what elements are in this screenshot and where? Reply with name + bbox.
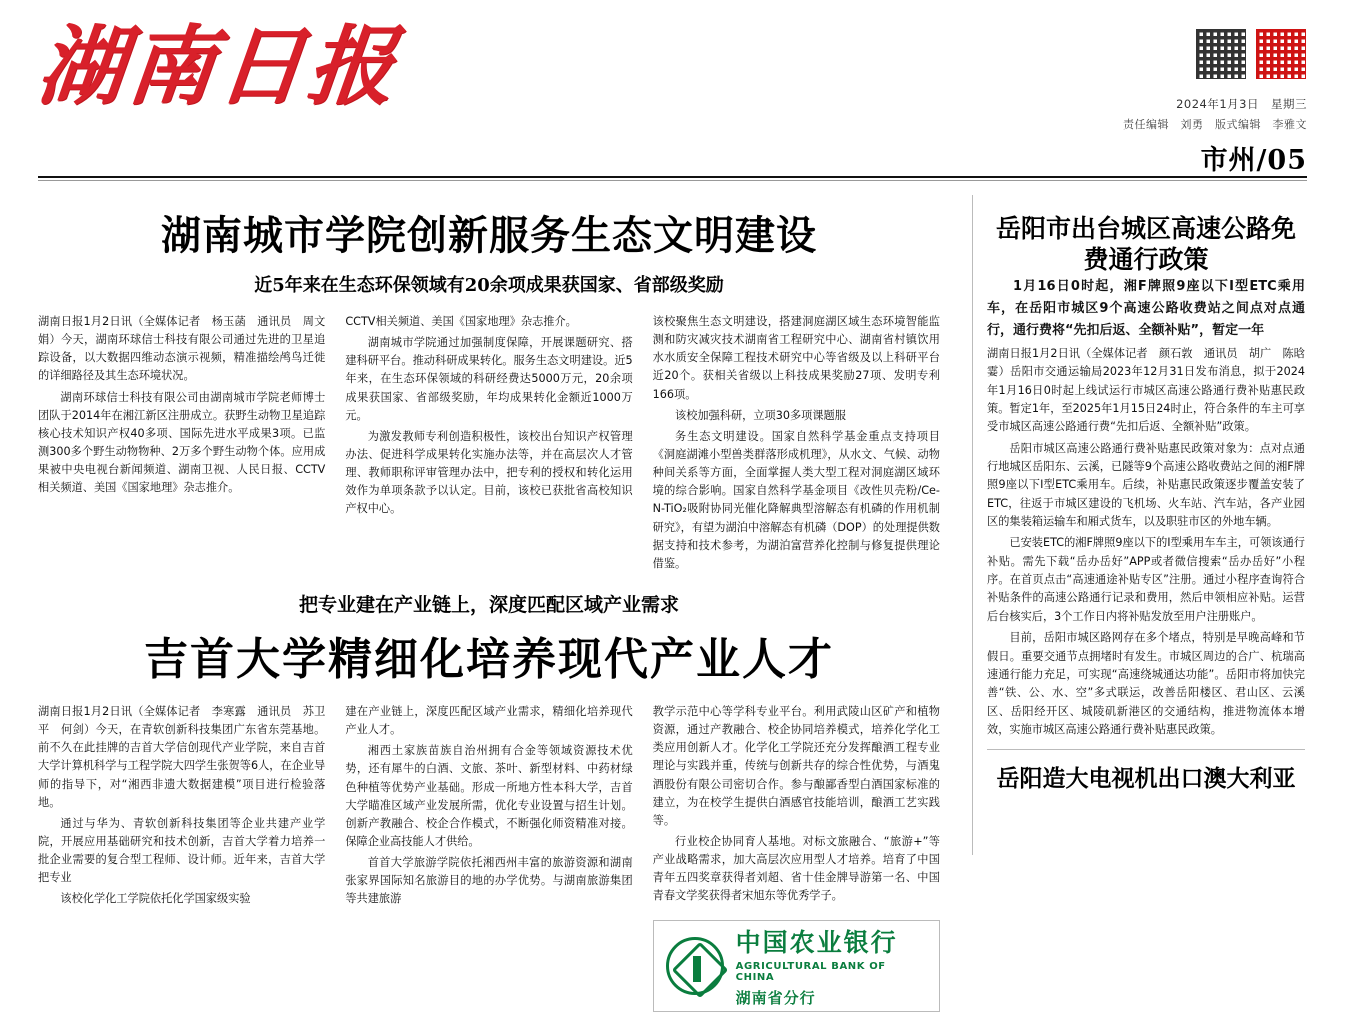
ad-text-block [736,923,927,1008]
masthead-right [1123,28,1307,177]
right-column [987,195,1305,855]
right-story-headline: 岳阳市出台城区高速公路免费通行政策 [995,214,1296,275]
qr-code-group [1123,28,1307,80]
story2-c3-p2: 行业校企协同育人基地。对标文旅融合、“旅游+”等产业战略需求，加大高层次应用型人才培养。培育了中国青年五四奖章获得者刘超、省十佳金牌导游第一名、中国青春文学奖获得者宋旭东等优秀学子。 [652,834,940,903]
story1-c3-p3: 务生态文明建设。国家自然科学基金重点支持项目《洞庭湖滩小型兽类群落形成机理》，从水文、气候、动物种间关系等方面，全面掌握人类大型工程对洞庭湖区域环境的综合影响。国家自然科学基金项目《改性贝壳粉/Ce-N-TiO₂吸附协同光催化降解典型溶解态有机磷的作用机制研究》，有望为湖泊中溶解态有机磷（DOP）的处理提供数据支持和技术参考，为湖泊富营养化控制与修复提供理论借鉴。 [652,429,940,570]
qr-code-1-icon[interactable] [1195,28,1247,80]
story1-c1-p1: 湖南日报1月2日讯（全媒体记者 杨玉菡 通讯员 周文娟）今天，湖南环球信士科技有限公司通过先进的卫星追踪设备，以大数据四维动态演示视频，精准描绘鸬鸟迁徙的详细路径及其生态环境状况。 [38,315,326,383]
right-story-lead: 1月16日0时起，湘F牌照9座以下Ⅰ型ETC乘用车，在岳阳市城区9个高速公路收费站之间点对点通行，通行费将“先扣后返、全额补贴”，暂定一年 [987,278,1305,338]
story1-c1-p2: 湖南环球信士科技有限公司由湖南城市学院老师博士团队于2014年在湘江新区注册成立。获野生动物卫星追踪核心技术知识产权40多项、国际先进水平成果3项。已监测300多个野生动物物种、2万多个野生动物个体。应用成果被中央电视台新闻频道、湖南卫视、人民日报、CCTV相关频道、美国《国家地理》杂志推介。 [38,390,326,495]
right-story-separator [987,749,1305,750]
story2-c1-p2: 通过与华为、青软创新科技集团等企业共建产业学院，开展应用基础研究和技术创新，吉首大学着力培养一批企业需要的复合型工程师、设计师。近年来，吉首大学把专业 [38,816,326,885]
story1-c2-p2: 湖南城市学院通过加强制度保障，开展课题研究、搭建科研平台。推动科研成果转化。服务生态文明建设。近5年来，在生态环保领域的科研经费达5000万元，20余项成果获国家、省部级奖励，年均成果转化金额近1000万元。 [345,336,633,422]
story2-c2-p0: 建在产业链上，深度匹配区域产业需求，精细化培养现代产业人才。 [345,704,633,737]
right-story-body [987,276,1305,740]
ad-bank-branch: 湖南省分行 [735,989,816,1008]
ad-bank-name-cn: 中国农业银行 [735,928,898,958]
qr-code-2-icon[interactable] [1255,28,1307,80]
publication-date: 2024年1月3日 星期三 [1176,97,1307,111]
right-story-p1: 湖南日报1月2日讯（全媒体记者 颜石敦 通讯员 胡广 陈晗霎）岳阳市交通运输局2023年12月31日发布消息，拟于2024年1月16日0时起上线试运行市城区高速公路通行费补贴惠民政策。暂定1年，至2025年1月15日24时止，符合条件的车主可享受市城区高速公路通行费“先扣后返、全额补贴”政策。 [987,346,1305,434]
story1-c3-p2: 该校加强科研，立项30多项课题服 [675,408,846,422]
story1-columns [38,313,940,576]
story2-columns [38,703,940,1012]
story2-column-1 [38,703,325,1012]
masthead-divider-thin [38,180,1307,181]
right-story-p2: 岳阳市城区高速公路通行费补贴惠民政策对象为：点对点通行地城区岳阳东、云溪，已隧等9个高速公路收费站之间的湘F牌照9座以下Ⅰ型ETC乘用车。后续，补贴惠民政策逐步覆盖安装了ETC，往返于市城区建设的飞机场、火车站、汽车站，各产业园区的集装箱运输车和厢式货车，以及职驻市区的外地车辆。 [987,441,1305,529]
story1-headline: 湖南城市学院创新服务生态文明建设 [161,212,817,259]
story2-c2-p1: 湘西土家族苗族自治州拥有合金等领域资源技术优势，还有犀牛的白酒、文旅、茶叶、新型材料、中药材绿色种植等优势产业基础。形成一所地方性本科大学，吉首大学瞄准区域产业发展所需，优化专业设置与招生计划。创新产教融合、校企合作模式，不断强化师资精准对接。保障企业高技能人才供给。 [345,744,633,848]
masthead [0,0,1345,176]
right-story-p3: 已安装ETC的湘F牌照9座以下的Ⅰ型乘用车车主，可领该通行补贴。需先下载“岳办岳好”APP或者微信搜索“岳办岳好”小程序。在首页点击“高速通途补贴专区”注册。通过小程序查询符合补贴条件的高速公路通行记录和费用，然后申领相应补贴。运营后台核实后，3个工作日内将补贴发放至用户注册账户。 [987,536,1305,623]
story1-subheadline: 近5年来在生态环保领域有20余项成果获国家、省部级奖励 [254,275,724,296]
story2-kicker: 把专业建在产业链上，深度匹配区域产业需求 [298,593,679,616]
story1-column-2 [345,313,632,576]
story2-c3-p1: 教学示范中心等学科专业平台。利用武陵山区矿产和植物资源，通过产教融合、校企协同培养模式，培养化学化工类应用创新人才。化学化工学院还充分发挥酿酒工程专业理论与实践并重，传统与创新共存的综合性优势，与酒鬼酒股份有限公司密切合作。参与酿鄙香型白酒国家标准的建立，为在校学生提供白酒感官技能培训，酿酒工艺实践等。 [652,704,940,827]
story1-column-3 [653,313,940,576]
story2 [38,590,940,1012]
section-page-label: 市州/05 [1200,145,1307,176]
story1-column-1 [38,313,325,576]
advertisement-abc-bank[interactable] [653,920,940,1012]
story2-headline: 吉首大学精细化培养现代产业人才 [144,633,834,685]
story2-c2-p2: 首首大学旅游学院依托湘西州丰富的旅游资源和湖南张家界国际知名旅游目的地的办学优势。与湖南旅游集团等共建旅游 [345,856,633,906]
story2-c1-p3: 该校化学化工学院依托化学国家级实验 [60,892,251,906]
page-body [0,195,1345,1008]
column-divider [972,195,973,855]
left-column [38,195,958,1008]
story1-c3-p1: 该校聚焦生态文明建设，搭建洞庭湖区域生态环境智能监测和防灾减灾技术湖南省工程研究中心、湖南省村镇饮用水水质安全保障工程技术研究中心等省级及以上科研平台近20个。获相关省级以上科技成果奖励27项、发明专利166项。 [652,315,940,401]
ad-bank-name-en: AGRICULTURAL BANK OF CHINA [735,961,886,984]
story2-column-2 [345,703,632,1012]
abc-bank-logo-icon [666,937,724,995]
story2-c1-p1: 湖南日报1月2日讯（全媒体记者 李寒露 通讯员 苏卫平 何剑）今天，在青软创新科技集团广东省东莞基地。前不久在此挂牌的吉首大学信创现代产业学院，来自吉首大学计算机科学与工程学院大四学生张贺等6人，在企业导师的指导下，对“湘西非遗大数据建模”项目进行检验落地。 [38,704,326,809]
story1-c2-p1: CCTV相关频道、美国《国家地理》杂志推介。 [345,315,577,328]
editor-credits: 责任编辑 刘勇 版式编辑 李雅文 [1123,118,1307,131]
story2-column-3 [653,703,940,1012]
story1-c2-p3: 为激发教师专利创造积极性，该校出台知识产权管理办法、促进科学成果转化实施办法等，并在高层次人才管理、教师职称评审管理办法中，把专利的授权和转化运用效作为单项条款予以认定。目前，该校已获批省高校知识产权中心。 [345,429,633,516]
masthead-divider [38,176,1307,178]
right-story2-headline: 岳阳造大电视机出口澳大利亚 [996,765,1296,793]
right-story-p4: 目前，岳阳市城区路网存在多个堵点，特别是早晚高峰和节假日。重要交通节点拥堵时有发生。市城区周边的合广、杭瑞高速通行能力充足，可实现“高速绕城通达功能”。岳阳市将加快完善“铁、公、水、空”多式联运，改善岳阳楼区、君山区、云溪区、岳阳经开区、城陵矶新港区的交通结构，推进物流体本增效，实施市城区高速公路通行费补贴惠民政策。 [987,631,1305,736]
newspaper-title: 湖南日报 [32,16,404,117]
